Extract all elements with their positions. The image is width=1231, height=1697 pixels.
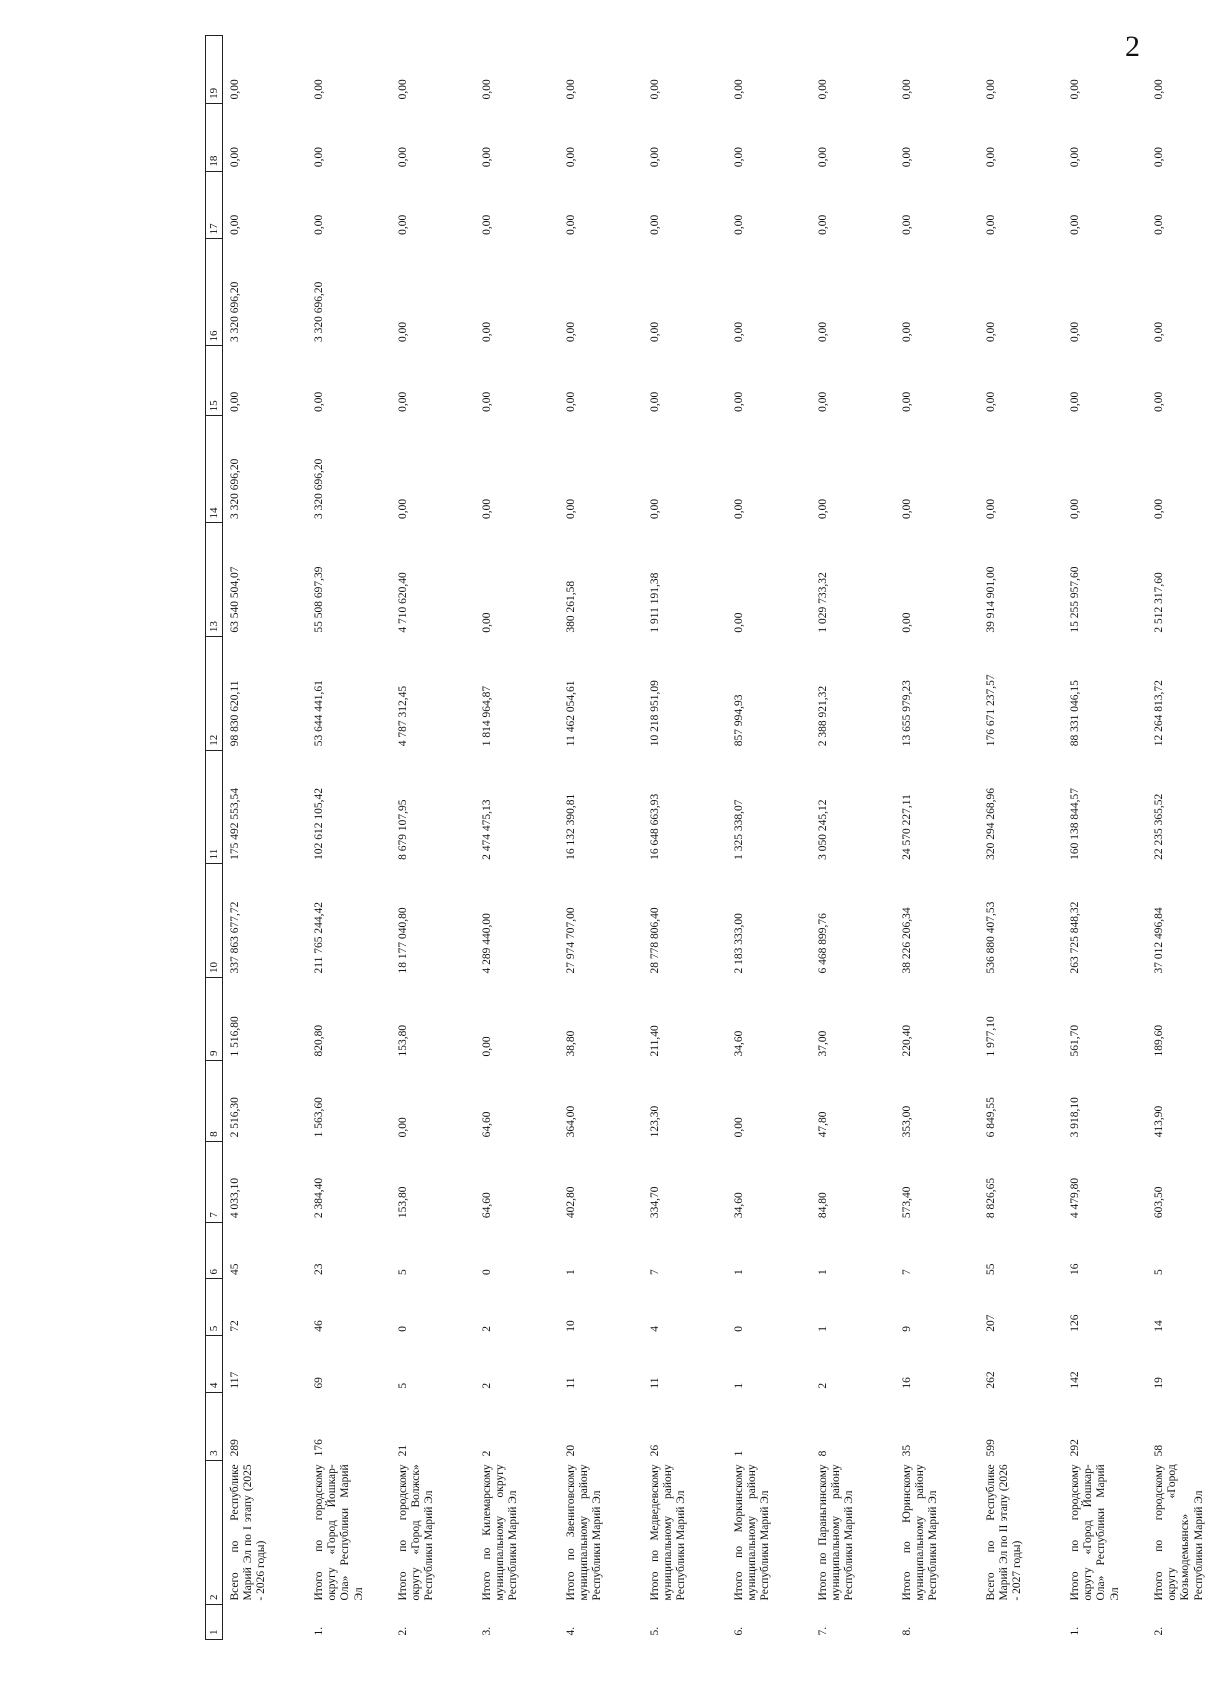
value-cell: 4 — [649, 1326, 661, 1332]
value-cell: 1 — [733, 1450, 745, 1457]
value-cell: 1 814 964,87 — [481, 685, 493, 747]
value-cell: 15 255 957,60 — [1069, 566, 1081, 633]
value-cell: 19 — [1153, 1377, 1165, 1389]
value-cell: 13 655 979,23 — [901, 680, 913, 747]
value-cell: 11 — [565, 1377, 577, 1389]
value-cell: 102 612 105,42 — [313, 787, 325, 860]
value-cell: 0,00 — [1069, 214, 1081, 235]
table-row — [1147, 36, 1231, 1640]
value-cell: 0,00 — [733, 214, 745, 235]
value-cell: 857 994,93 — [733, 694, 745, 747]
value-cell: 7 — [649, 1269, 661, 1275]
value-cell: 69 — [313, 1377, 325, 1389]
value-cell: 153,80 — [397, 1186, 409, 1219]
row-index-cell: 5. — [649, 1626, 661, 1636]
row-name-cell: Итого по городскому округу «Город Козьмодемьянск» Республики Марий Эл — [1153, 1464, 1205, 1601]
value-cell: 0,00 — [1069, 391, 1081, 412]
value-cell: 0,00 — [649, 498, 661, 519]
table-row — [223, 36, 308, 1640]
row-index-cell: 7. — [817, 1626, 829, 1636]
value-cell: 2 — [817, 1382, 829, 1389]
value-cell: 189,60 — [1153, 1024, 1165, 1057]
value-cell: 402,80 — [565, 1186, 577, 1219]
value-cell: 0,00 — [901, 79, 913, 100]
table-row — [727, 36, 811, 1640]
value-cell: 603,50 — [1153, 1186, 1165, 1219]
column-header: 13 — [206, 523, 223, 637]
value-cell: 0,00 — [229, 147, 241, 168]
value-cell: 0,00 — [313, 147, 325, 168]
value-cell: 0 — [481, 1269, 493, 1275]
value-cell: 0,00 — [1153, 321, 1165, 342]
value-cell: 0,00 — [985, 147, 997, 168]
value-cell: 4 479,80 — [1069, 1177, 1081, 1219]
value-cell: 0,00 — [397, 147, 409, 168]
value-cell: 0,00 — [901, 321, 913, 342]
value-cell: 2 — [481, 1450, 493, 1457]
value-cell: 98 830 620,11 — [229, 680, 241, 747]
value-cell: 0,00 — [229, 391, 241, 412]
value-cell: 64,60 — [481, 1111, 493, 1138]
row-index-cell: 6. — [733, 1626, 745, 1636]
column-header: 15 — [206, 346, 223, 416]
value-cell: 58 — [1153, 1444, 1165, 1457]
value-cell: 0,00 — [901, 391, 913, 412]
value-cell: 55 — [985, 1263, 997, 1275]
table-row — [895, 36, 979, 1640]
value-cell: 0,00 — [901, 147, 913, 168]
value-cell: 0,00 — [985, 498, 997, 519]
value-cell: 153,80 — [397, 1024, 409, 1057]
value-cell: 262 — [985, 1371, 997, 1389]
row-name-cell: Итого по Медведевскому муниципальному району Республики Марий Эл — [649, 1464, 688, 1601]
value-cell: 16 — [1069, 1263, 1081, 1275]
value-cell: 24 570 227,11 — [901, 794, 913, 860]
value-cell: 0,00 — [481, 147, 493, 168]
column-header: 3 — [206, 1393, 223, 1461]
value-cell: 0,00 — [565, 321, 577, 342]
value-cell: 0,00 — [733, 79, 745, 100]
data-table — [205, 35, 1231, 1640]
value-cell: 0,00 — [985, 214, 997, 235]
value-cell: 0,00 — [565, 214, 577, 235]
table-row — [559, 36, 643, 1640]
rotated-table-container — [205, 35, 1205, 1640]
table-row — [811, 36, 895, 1640]
column-header: 19 — [206, 36, 223, 104]
value-cell: 0,00 — [313, 79, 325, 100]
value-cell: 18 177 040,80 — [397, 907, 409, 974]
value-cell: 536 880 407,53 — [985, 901, 997, 974]
value-cell: 0,00 — [985, 391, 997, 412]
value-cell: 0,00 — [1153, 147, 1165, 168]
value-cell: 123,30 — [649, 1105, 661, 1138]
value-cell: 0,00 — [481, 391, 493, 412]
value-cell: 320 294 268,96 — [985, 787, 997, 860]
value-cell: 4 710 620,40 — [397, 572, 409, 633]
row-name-cell: Итого по Килемарскому муниципальному округу Республики Марий Эл — [481, 1464, 520, 1601]
value-cell: 0,00 — [1153, 391, 1165, 412]
value-cell: 2 — [481, 1326, 493, 1332]
value-cell: 5 — [1153, 1269, 1165, 1275]
value-cell: 0,00 — [985, 79, 997, 100]
value-cell: 0,00 — [229, 214, 241, 235]
table-header-row — [206, 36, 223, 1640]
value-cell: 88 331 046,15 — [1069, 680, 1081, 747]
value-cell: 8 679 107,95 — [397, 799, 409, 860]
table-row — [391, 36, 475, 1640]
value-cell: 126 — [1069, 1314, 1081, 1332]
value-cell: 1 911 191,38 — [649, 572, 661, 633]
column-header: 5 — [206, 1279, 223, 1336]
value-cell: 0,00 — [733, 147, 745, 168]
value-cell: 16 132 390,81 — [565, 793, 577, 860]
value-cell: 413,90 — [1153, 1105, 1165, 1138]
value-cell: 142 — [1069, 1371, 1081, 1389]
row-name-cell: Итого по городскому округу «Город Йошкар-Ола» Республики Марий Эл — [1069, 1464, 1121, 1601]
value-cell: 0,00 — [817, 147, 829, 168]
value-cell: 0,00 — [397, 214, 409, 235]
value-cell: 9 — [901, 1326, 913, 1332]
value-cell: 0,00 — [397, 498, 409, 519]
column-header: 14 — [206, 416, 223, 523]
value-cell: 0,00 — [817, 498, 829, 519]
value-cell: 1 — [817, 1326, 829, 1332]
value-cell: 0,00 — [649, 214, 661, 235]
value-cell: 1 — [817, 1269, 829, 1275]
value-cell: 220,40 — [901, 1024, 913, 1057]
value-cell: 0,00 — [901, 612, 913, 633]
value-cell: 1 — [733, 1382, 745, 1389]
row-name-cell: Итого по Моркинскому муниципальному району Республики Марий Эл — [733, 1464, 772, 1601]
value-cell: 45 — [229, 1263, 241, 1275]
value-cell: 175 492 553,54 — [229, 787, 241, 860]
value-cell: 55 508 697,39 — [313, 566, 325, 633]
value-cell: 292 — [1069, 1439, 1081, 1457]
value-cell: 207 — [985, 1314, 997, 1332]
row-index-cell — [223, 1605, 308, 1640]
column-header: 1 — [206, 1605, 223, 1640]
value-cell: 0,00 — [481, 1036, 493, 1057]
value-cell: 3 320 696,20 — [229, 458, 241, 519]
value-cell: 64,60 — [481, 1192, 493, 1219]
value-cell: 0,00 — [565, 147, 577, 168]
column-header: 16 — [206, 239, 223, 346]
value-cell: 211,40 — [649, 1025, 661, 1057]
value-cell: 337 863 677,72 — [229, 901, 241, 974]
column-header: 11 — [206, 750, 223, 864]
value-cell: 0,00 — [649, 79, 661, 100]
value-cell: 1 — [733, 1269, 745, 1275]
value-cell: 160 138 844,57 — [1069, 787, 1081, 860]
value-cell: 0,00 — [397, 1117, 409, 1138]
value-cell: 1 977,10 — [985, 1016, 997, 1057]
row-name-cell: Всего по Республике Марий Эл по I этапу (2025 - 2026 годы) — [229, 1464, 268, 1601]
column-header: 2 — [206, 1460, 223, 1604]
value-cell: 34,60 — [733, 1030, 745, 1057]
value-cell: 3 320 696,20 — [313, 458, 325, 519]
column-header: 4 — [206, 1336, 223, 1393]
value-cell: 12 264 813,72 — [1153, 680, 1165, 747]
value-cell: 364,00 — [565, 1105, 577, 1138]
value-cell: 11 462 054,61 — [565, 680, 577, 747]
value-cell: 0,00 — [985, 321, 997, 342]
column-header: 17 — [206, 171, 223, 239]
value-cell: 3 320 696,20 — [313, 281, 325, 342]
value-cell: 573,40 — [901, 1186, 913, 1219]
value-cell: 5 — [397, 1382, 409, 1389]
value-cell: 0,00 — [817, 321, 829, 342]
value-cell: 0,00 — [733, 612, 745, 633]
row-name-cell: Итого по городскому округу «Город Йошкар-Ола» Республики Марий Эл — [313, 1464, 365, 1601]
value-cell: 0,00 — [1069, 79, 1081, 100]
value-cell: 37 012 496,84 — [1153, 907, 1165, 974]
value-cell: 1 325 338,07 — [733, 799, 745, 860]
value-cell: 6 468 899,76 — [817, 913, 829, 974]
value-cell: 47,80 — [817, 1111, 829, 1138]
value-cell: 0 — [733, 1326, 745, 1332]
row-name-cell: Итого по Параньгинскому муниципальному району Республики Марий Эл — [817, 1464, 856, 1601]
value-cell: 117 — [229, 1371, 241, 1389]
value-cell: 0,00 — [481, 79, 493, 100]
value-cell: 2 474 475,13 — [481, 799, 493, 860]
value-cell: 0,00 — [565, 391, 577, 412]
value-cell: 20 — [565, 1444, 577, 1457]
value-cell: 1 — [565, 1269, 577, 1275]
value-cell: 0,00 — [397, 79, 409, 100]
value-cell: 0,00 — [481, 498, 493, 519]
value-cell: 34,60 — [733, 1192, 745, 1219]
value-cell: 820,80 — [313, 1024, 325, 1057]
value-cell: 0,00 — [817, 391, 829, 412]
value-cell: 2 — [481, 1382, 493, 1389]
value-cell: 289 — [229, 1439, 241, 1457]
value-cell: 334,70 — [649, 1186, 661, 1219]
value-cell: 1 029 733,32 — [817, 572, 829, 633]
value-cell: 0,00 — [733, 1117, 745, 1138]
value-cell: 8 826,65 — [985, 1177, 997, 1219]
value-cell: 599 — [985, 1439, 997, 1457]
value-cell: 2 516,30 — [229, 1097, 241, 1138]
value-cell: 0,00 — [649, 147, 661, 168]
value-cell: 0 — [397, 1326, 409, 1332]
value-cell: 0,00 — [1069, 321, 1081, 342]
value-cell: 0,00 — [481, 612, 493, 633]
row-name-cell: Всего по Республике Марий Эл по II этапу (2026 - 2027 годы) — [985, 1464, 1024, 1601]
value-cell: 63 540 504,07 — [229, 566, 241, 633]
value-cell: 0,00 — [1069, 498, 1081, 519]
value-cell: 0,00 — [481, 214, 493, 235]
table-body — [223, 36, 1231, 1640]
value-cell: 3 918,10 — [1069, 1097, 1081, 1138]
table-row — [979, 36, 1063, 1640]
value-cell: 6 849,55 — [985, 1097, 997, 1138]
value-cell: 0,00 — [1153, 214, 1165, 235]
value-cell: 0,00 — [481, 321, 493, 342]
value-cell: 53 644 441,61 — [313, 680, 325, 747]
value-cell: 0,00 — [901, 214, 913, 235]
column-header: 12 — [206, 637, 223, 751]
row-index-cell: 2. — [397, 1626, 409, 1636]
value-cell: 0,00 — [565, 498, 577, 519]
value-cell: 0,00 — [397, 321, 409, 342]
row-name-cell: Итого по городскому округу «Город Волжск» Республики Марий Эл — [397, 1464, 436, 1601]
value-cell: 27 974 707,00 — [565, 907, 577, 974]
value-cell: 0,00 — [817, 214, 829, 235]
value-cell: 5 — [397, 1269, 409, 1275]
value-cell: 11 — [649, 1377, 661, 1389]
column-header: 7 — [206, 1141, 223, 1222]
page-number: 2 — [1125, 30, 1140, 63]
value-cell: 0,00 — [649, 391, 661, 412]
value-cell: 0,00 — [649, 321, 661, 342]
value-cell: 0,00 — [313, 214, 325, 235]
value-cell: 8 — [817, 1450, 829, 1457]
table-row — [475, 36, 559, 1640]
value-cell: 35 — [901, 1444, 913, 1457]
value-cell: 0,00 — [733, 321, 745, 342]
row-index-cell: 8. — [901, 1626, 913, 1636]
row-name-cell: Итого по Звениговскому муниципальному району Республики Марий Эл — [565, 1464, 604, 1601]
value-cell: 0,00 — [1069, 147, 1081, 168]
value-cell: 4 787 312,45 — [397, 685, 409, 747]
value-cell: 0,00 — [565, 79, 577, 100]
value-cell: 26 — [649, 1444, 661, 1457]
value-cell: 0,00 — [733, 498, 745, 519]
value-cell: 561,70 — [1069, 1024, 1081, 1057]
value-cell: 0,00 — [817, 79, 829, 100]
value-cell: 1 516,80 — [229, 1016, 241, 1057]
value-cell: 10 — [565, 1320, 577, 1332]
table-row — [1063, 36, 1147, 1640]
row-index-cell: 3. — [481, 1626, 493, 1636]
value-cell: 3 050 245,12 — [817, 799, 829, 860]
value-cell: 211 765 244,42 — [313, 901, 325, 974]
row-index-cell — [979, 1605, 1063, 1640]
value-cell: 0,00 — [733, 391, 745, 412]
value-cell: 263 725 848,32 — [1069, 901, 1081, 974]
value-cell: 0,00 — [397, 391, 409, 412]
value-cell: 3 320 696,20 — [229, 281, 241, 342]
value-cell: 37,00 — [817, 1030, 829, 1057]
value-cell: 38 226 206,34 — [901, 907, 913, 974]
value-cell: 380 261,58 — [565, 580, 577, 633]
value-cell: 23 — [313, 1263, 325, 1275]
row-name-cell: Итого по Юринскому муниципальному району Республики Марий Эл — [901, 1464, 940, 1601]
table-row — [643, 36, 727, 1640]
value-cell: 4 033,10 — [229, 1177, 241, 1219]
column-header: 18 — [206, 103, 223, 171]
value-cell: 1 563,60 — [313, 1097, 325, 1138]
value-cell: 38,80 — [565, 1030, 577, 1057]
value-cell: 7 — [901, 1269, 913, 1275]
value-cell: 10 218 951,09 — [649, 680, 661, 747]
row-index-cell: 2. — [1153, 1626, 1165, 1636]
value-cell: 0,00 — [1153, 79, 1165, 100]
value-cell: 0,00 — [229, 79, 241, 100]
value-cell: 84,80 — [817, 1192, 829, 1219]
value-cell: 353,00 — [901, 1105, 913, 1138]
value-cell: 14 — [1153, 1320, 1165, 1332]
value-cell: 28 778 806,40 — [649, 907, 661, 974]
value-cell: 2 384,40 — [313, 1177, 325, 1219]
row-index-cell: 4. — [565, 1626, 577, 1636]
value-cell: 72 — [229, 1320, 241, 1332]
value-cell: 176 671 237,57 — [985, 674, 997, 747]
value-cell: 16 — [901, 1377, 913, 1389]
column-header: 9 — [206, 977, 223, 1060]
value-cell: 4 289 440,00 — [481, 913, 493, 974]
row-index-cell: 1. — [313, 1626, 325, 1636]
row-index-cell: 1. — [1069, 1626, 1081, 1636]
value-cell: 0,00 — [1153, 498, 1165, 519]
value-cell: 2 388 921,32 — [817, 685, 829, 747]
value-cell: 21 — [397, 1444, 409, 1457]
value-cell: 16 648 663,93 — [649, 793, 661, 860]
value-cell: 2 183 333,00 — [733, 913, 745, 974]
value-cell: 39 914 901,00 — [985, 566, 997, 633]
value-cell: 0,00 — [901, 498, 913, 519]
column-header: 10 — [206, 864, 223, 978]
value-cell: 46 — [313, 1320, 325, 1332]
table-row — [307, 36, 391, 1640]
value-cell: 176 — [313, 1439, 325, 1457]
column-header: 6 — [206, 1222, 223, 1279]
value-cell: 0,00 — [313, 391, 325, 412]
value-cell: 2 512 317,60 — [1153, 572, 1165, 633]
value-cell: 22 235 365,52 — [1153, 793, 1165, 860]
column-header: 8 — [206, 1060, 223, 1141]
